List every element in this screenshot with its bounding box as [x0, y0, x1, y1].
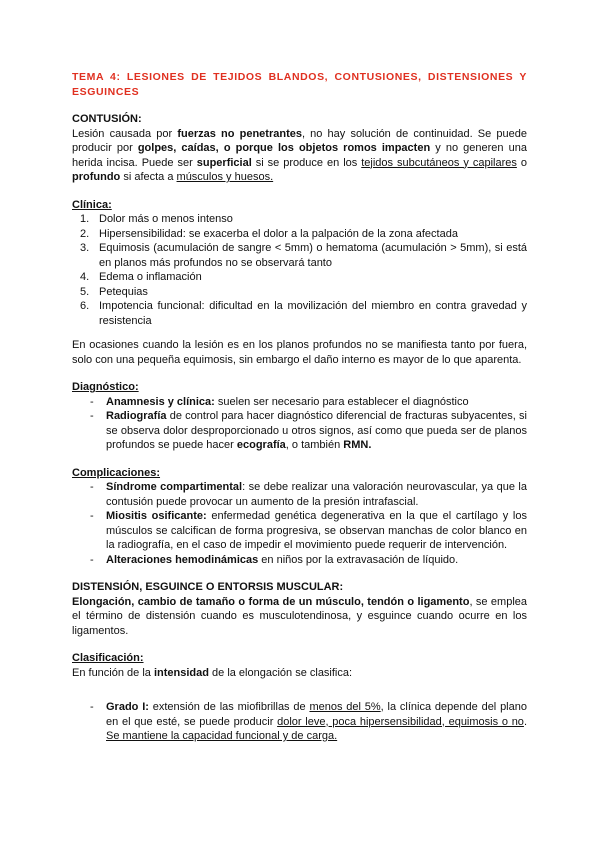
text-run: , se emplea el término de distensión cuando es musculotendinosa, y esguince cuando ocurre en los ligamentos.	[72, 595, 527, 637]
bold-run: Miositis osificante:	[106, 510, 207, 522]
list-number: 1.	[80, 213, 90, 225]
list-text: Equimosis (acumulación de sangre < 5mm) o hematoma (acumulación > 5mm), si está en planos más profundos no se observará tanto	[99, 242, 527, 269]
dash-bullet: -	[90, 701, 94, 713]
list-text: Edema o inflamación	[99, 271, 202, 283]
text-run: si afecta a	[120, 171, 177, 183]
dash-bullet: -	[90, 553, 94, 566]
text-run: .	[523, 715, 527, 728]
text-run: : se debe realizar una valoración neurovascular, ya que la contusión puede provocar un aumento de la presión intrafascial.	[106, 481, 527, 508]
text-run: y no generen una herida incisa. Puede ser	[72, 142, 527, 169]
bold-run: Alteraciones hemodinámicas	[106, 553, 259, 566]
underlined-run: dolor leve, poca hipersensibilidad, equimosis o no	[277, 715, 524, 728]
text-run: o	[516, 156, 527, 169]
list-item	[72, 509, 527, 553]
complicaciones-list	[72, 480, 527, 567]
bold-run: Síndrome compartimental	[106, 481, 243, 493]
page-title: TEMA 4: LESIONES DE TEJIDOS BLANDOS, CONTUSIONES, DISTENSIONES Y ESGUINCES	[72, 71, 527, 98]
text-run: , o también	[285, 439, 344, 451]
list-number: 6.	[80, 300, 90, 312]
list-item	[72, 480, 527, 509]
list-item	[72, 409, 527, 453]
list-item	[72, 395, 527, 410]
contusion-paragraph	[72, 127, 527, 185]
bold-run: profundo	[72, 171, 121, 183]
list-item	[72, 227, 527, 242]
bold-run: Anamnesis y clínica:	[106, 395, 215, 408]
diagnostico-list	[72, 395, 527, 453]
underlined-run: tejidos subcutáneos y capilares	[361, 156, 517, 169]
bold-run: Radiografía	[106, 410, 167, 422]
text-run: enfermedad genética degenerativa en la que el cartílago y los músculos se calcifican de forma progresiva, se observan manchas de color blanco en la radiografía, en el caso de impedir el movimiento puede requerir de intervención.	[106, 510, 527, 551]
bold-run: golpes, caídas, o porque los objetos romos impacten	[137, 142, 431, 154]
text-run: suelen ser necesario para establecer el diagnóstico	[214, 395, 469, 408]
list-item	[72, 299, 527, 328]
text-run: en niños por la extravasación de líquido.	[258, 553, 459, 566]
clasificacion-intro	[72, 666, 527, 681]
list-item	[72, 241, 527, 270]
list-item	[72, 285, 527, 300]
bold-run: intensidad	[153, 666, 209, 679]
dash-bullet: -	[90, 395, 94, 408]
clinica-note: En ocasiones cuando la lesión es en los planos profundos no se manifiesta tanto por fuera, solo con una pequeña equimosis, sin embargo el daño interno es mayor de lo que aparenta.	[72, 339, 527, 366]
bold-run: superficial	[196, 156, 252, 169]
text-run: Lesión causada por	[72, 127, 178, 140]
list-text: Impotencia funcional: dificultad en la movilización del miembro en contra gravedad y resistencia	[99, 300, 527, 327]
text-run: de la elongación se clasifica:	[208, 666, 353, 679]
underlined-run: Se mantiene la capacidad funcional y de carga.	[106, 730, 338, 742]
dash-bullet: -	[90, 510, 94, 522]
clasificacion-list	[72, 700, 527, 744]
list-number: 3.	[80, 242, 90, 254]
text-run: extensión de las miofibrillas de	[148, 701, 310, 713]
text-run: , la clínica depende del plano en el que esté, se puede producir	[106, 701, 527, 728]
underlined-run: músculos y huesos.	[176, 171, 274, 183]
text-run: si se produce en los	[251, 156, 362, 169]
clinica-list	[72, 212, 527, 328]
bold-run: fuerzas no penetrantes	[177, 127, 302, 140]
bold-run: Grado I:	[106, 701, 149, 713]
distension-paragraph	[72, 595, 527, 639]
document-content	[72, 70, 527, 744]
list-number: 5.	[80, 285, 90, 298]
list-text: Petequias	[99, 285, 148, 298]
bold-run: Elongación, cambio de tamaño o forma de un músculo, tendón o ligamento	[72, 595, 470, 608]
list-item	[72, 553, 527, 568]
text-run: , no hay solución de continuidad. Se puede producir por	[72, 127, 527, 154]
diagnostico-heading: Diagnóstico:	[72, 381, 139, 393]
dash-bullet: -	[90, 481, 94, 493]
list-number: 2.	[80, 227, 90, 240]
bold-run: ecografía	[236, 439, 286, 451]
contusion-heading: CONTUSIÓN:	[72, 113, 142, 125]
list-number: 4.	[80, 271, 90, 283]
text-run: En función de la	[72, 666, 154, 679]
dash-bullet: -	[90, 410, 94, 422]
clinica-heading: Clínica:	[72, 198, 112, 211]
complicaciones-heading: Complicaciones:	[72, 466, 161, 479]
clasificacion-heading: Clasificación:	[72, 652, 144, 664]
distension-heading: DISTENSIÓN, ESGUINCE O ENTORSIS MUSCULAR:	[72, 581, 344, 593]
bold-run: RMN.	[343, 439, 372, 451]
underlined-run: menos del 5%	[309, 701, 381, 713]
list-text: Dolor más o menos intenso	[99, 213, 233, 225]
text-run: de control para hacer diagnóstico diferencial de fracturas subyacentes, si se observa dolor desproporcionado u otros signos, así como que pueda ser de planos profundos se puede hacer	[106, 410, 527, 451]
list-item	[72, 212, 527, 227]
list-item	[72, 270, 527, 285]
list-text: Hipersensibilidad: se exacerba el dolor a la palpación de la zona afectada	[99, 227, 458, 240]
list-item	[72, 700, 527, 744]
